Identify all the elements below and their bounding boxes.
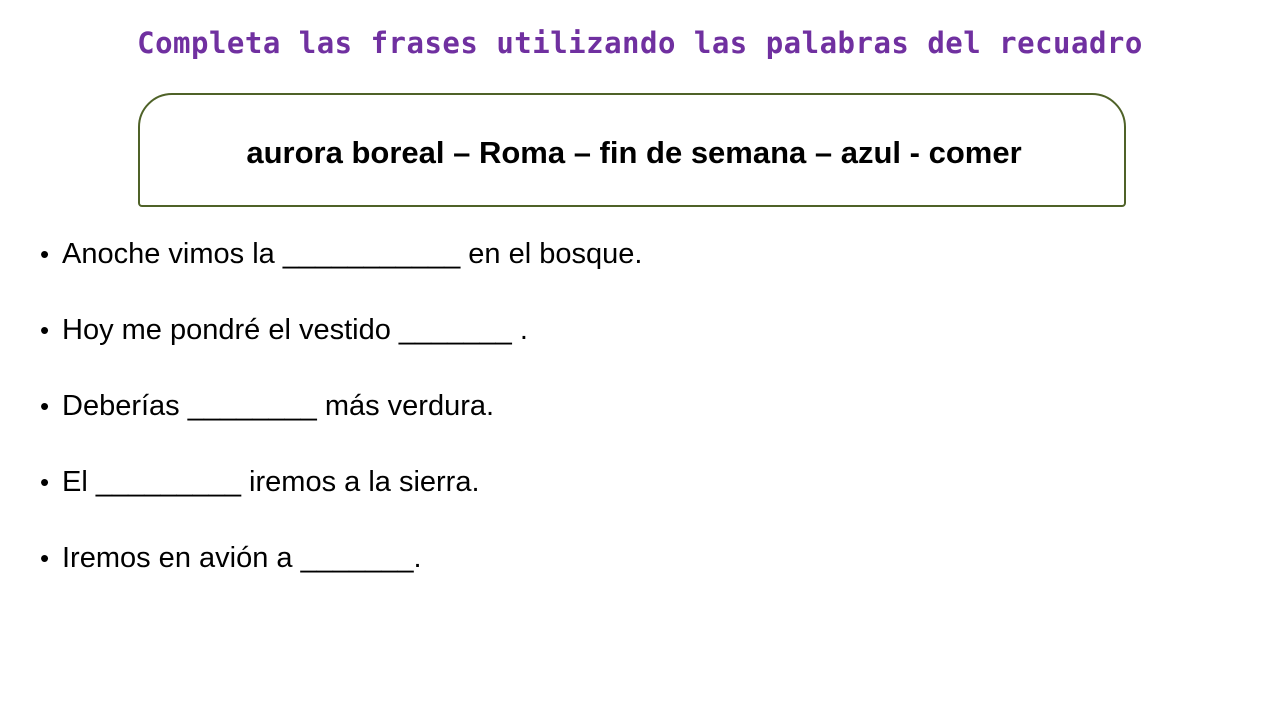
word-bank-box <box>138 93 1126 207</box>
sentence-text: El _________ iremos a la sierra. <box>62 466 480 498</box>
sentence-text: Hoy me pondré el vestido _______ . <box>62 314 528 346</box>
bullet-icon: • <box>40 391 50 421</box>
sentence-text: Deberías ________ más verdura. <box>62 390 495 422</box>
list-item <box>40 316 1240 345</box>
bullet-icon: • <box>40 467 50 497</box>
word-bank-text: aurora boreal – Roma – fin de semana – azul - comer <box>246 135 1022 170</box>
sentence-text: Iremos en avión a _______. <box>62 542 422 574</box>
bullet-icon: • <box>40 543 50 573</box>
list-item <box>40 468 1240 497</box>
page-title: Completa las frases utilizando las palabras del recuadro <box>137 26 1143 60</box>
bullet-icon: • <box>40 315 50 345</box>
list-item <box>40 392 1240 421</box>
list-item <box>40 240 1240 269</box>
bullet-icon: • <box>40 239 50 269</box>
sentence-list <box>40 240 1240 620</box>
list-item <box>40 544 1240 573</box>
sentence-text: Anoche vimos la ___________ en el bosque. <box>62 238 643 270</box>
